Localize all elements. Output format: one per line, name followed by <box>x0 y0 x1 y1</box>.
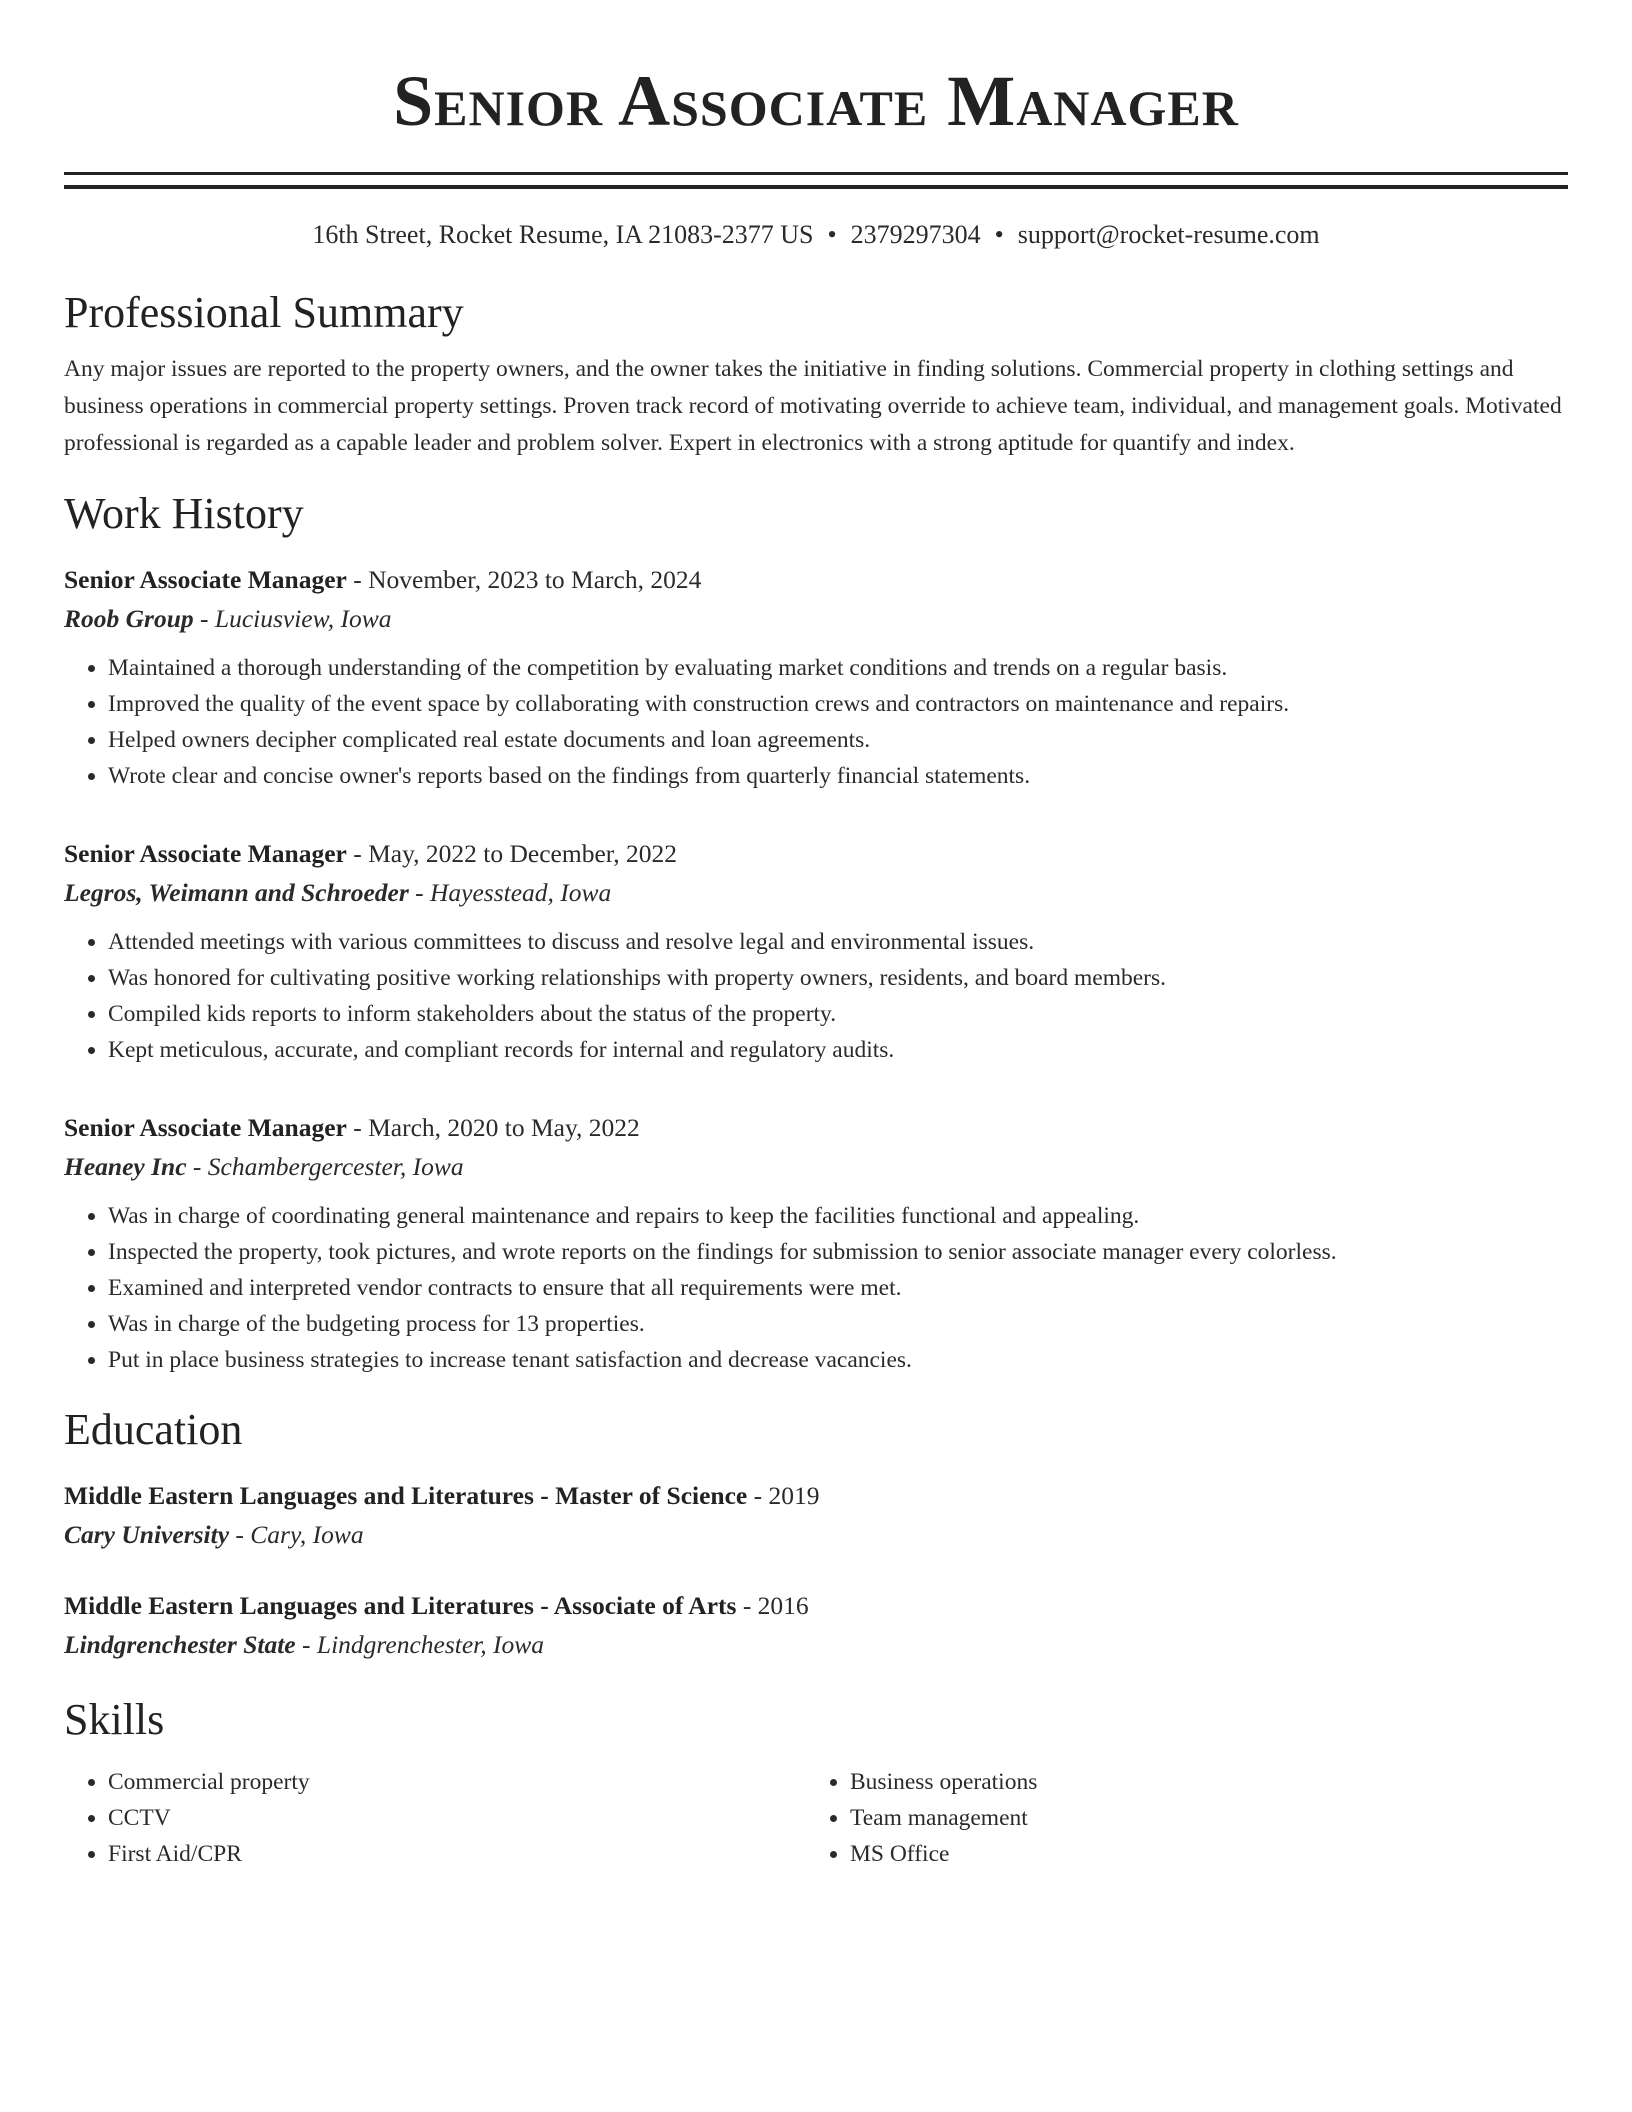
contact-line <box>64 219 1568 251</box>
job-title-line <box>64 1108 1568 1147</box>
education-school: Lindgrenchester State <box>64 1630 296 1659</box>
skill-item: • Commercial property <box>108 1764 806 1800</box>
job-location: - Hayesstead, Iowa <box>408 878 612 907</box>
job-location: - Luciusview, Iowa <box>193 604 392 633</box>
job-bullet-list <box>64 924 1568 1068</box>
job-title-line <box>64 560 1568 599</box>
job-company: Legros, Weimann and Schroeder <box>64 878 409 907</box>
skills-grid <box>64 1764 1568 1872</box>
job-bullet-list <box>64 1198 1568 1378</box>
contact-separator: • <box>994 220 1004 249</box>
section-title-skills: Skills <box>64 1695 165 1744</box>
education-year: - 2019 <box>747 1481 820 1510</box>
job-title-line <box>64 834 1568 873</box>
skills-column-right <box>806 1764 1548 1872</box>
job-bullet: • Kept meticulous, accurate, and compliant records for internal and regulatory audits. <box>108 1032 1568 1068</box>
section-title-work-history: Work History <box>64 489 304 538</box>
education-entry <box>64 1586 1568 1664</box>
work-entry <box>64 834 1568 1068</box>
education-school-line <box>64 1625 1568 1664</box>
job-bullet: • Helped owners decipher complicated real estate documents and loan agreements. <box>108 722 1568 758</box>
education-entry <box>64 1476 1568 1554</box>
education-degree: Middle Eastern Languages and Literatures - Master of Science <box>64 1481 748 1510</box>
education-degree: Middle Eastern Languages and Literatures - Associate of Arts <box>64 1591 737 1620</box>
job-dates: - November, 2023 to March, 2024 <box>346 565 702 594</box>
job-company: Heaney Inc <box>64 1152 187 1181</box>
skill-item: • Business operations <box>850 1764 1548 1800</box>
resume-page <box>64 0 1568 1872</box>
job-bullet: • Wrote clear and concise owner's reports based on the findings from quarterly financial statements. <box>108 758 1568 794</box>
education-location: - Cary, Iowa <box>229 1520 364 1549</box>
contact-phone: 2379297304 <box>850 220 981 249</box>
job-bullet: • Inspected the property, took pictures, and wrote reports on the findings for submission to senior associate manager every colorless. <box>108 1234 1568 1270</box>
professional-summary-text: Any major issues are reported to the property owners, and the owner takes the initiative in finding solutions. Commercial property in clothing settings and business operations in commercial property settings. Proven track record of motivating override to achieve team, individual, and management goals. Motivated professional is regarded as a capable leader and problem solver. Expert in electronics with a strong aptitude for quantify and index. <box>64 356 1562 456</box>
education-location: - Lindgrenchester, Iowa <box>295 1630 545 1659</box>
job-dates: - March, 2020 to May, 2022 <box>346 1113 640 1142</box>
job-bullet: • Compiled kids reports to inform stakeholders about the status of the property. <box>108 996 1568 1032</box>
education-degree-line <box>64 1586 1568 1625</box>
work-entry <box>64 560 1568 794</box>
education-school-line <box>64 1515 1568 1554</box>
contact-separator: • <box>827 220 837 249</box>
job-bullet: • Was in charge of coordinating general maintenance and repairs to keep the facilities functional and appealing. <box>108 1198 1568 1234</box>
job-bullet: • Put in place business strategies to increase tenant satisfaction and decrease vacancies. <box>108 1342 1568 1378</box>
job-role: Senior Associate Manager <box>64 839 347 868</box>
skill-item: • Team management <box>850 1800 1548 1836</box>
contact-email: support@rocket-resume.com <box>1017 220 1320 249</box>
resume-name-heading: Senior Associate Manager <box>393 61 1239 141</box>
job-role: Senior Associate Manager <box>64 565 347 594</box>
skills-column-left <box>64 1764 806 1872</box>
section-title-professional-summary: Professional Summary <box>64 288 464 337</box>
education-year: - 2016 <box>736 1591 809 1620</box>
work-entry <box>64 1108 1568 1378</box>
skill-item: • CCTV <box>108 1800 806 1836</box>
job-bullet: • Was honored for cultivating positive working relationships with property owners, residents, and board members. <box>108 960 1568 996</box>
job-company-line <box>64 599 1568 638</box>
education-school: Cary University <box>64 1520 230 1549</box>
education-degree-line <box>64 1476 1568 1515</box>
job-role: Senior Associate Manager <box>64 1113 347 1142</box>
job-company: Roob Group <box>64 604 194 633</box>
job-bullet: • Attended meetings with various committees to discuss and resolve legal and environmental issues. <box>108 924 1568 960</box>
header-double-rule <box>64 172 1568 189</box>
job-location: - Schambergercester, Iowa <box>186 1152 464 1181</box>
job-bullet: • Maintained a thorough understanding of the competition by evaluating market conditions and trends on a regular basis. <box>108 650 1568 686</box>
job-company-line <box>64 873 1568 912</box>
job-dates: - May, 2022 to December, 2022 <box>346 839 677 868</box>
skill-item: • MS Office <box>850 1836 1548 1872</box>
job-bullet: • Examined and interpreted vendor contracts to ensure that all requirements were met. <box>108 1270 1568 1306</box>
job-bullet: • Improved the quality of the event space by collaborating with construction crews and contractors on maintenance and repairs. <box>108 686 1568 722</box>
job-bullet-list <box>64 650 1568 794</box>
job-company-line <box>64 1147 1568 1186</box>
contact-address: 16th Street, Rocket Resume, IA 21083-2377 US <box>312 220 814 249</box>
skill-item: • First Aid/CPR <box>108 1836 806 1872</box>
section-title-education: Education <box>64 1405 243 1454</box>
job-bullet: • Was in charge of the budgeting process for 13 properties. <box>108 1306 1568 1342</box>
